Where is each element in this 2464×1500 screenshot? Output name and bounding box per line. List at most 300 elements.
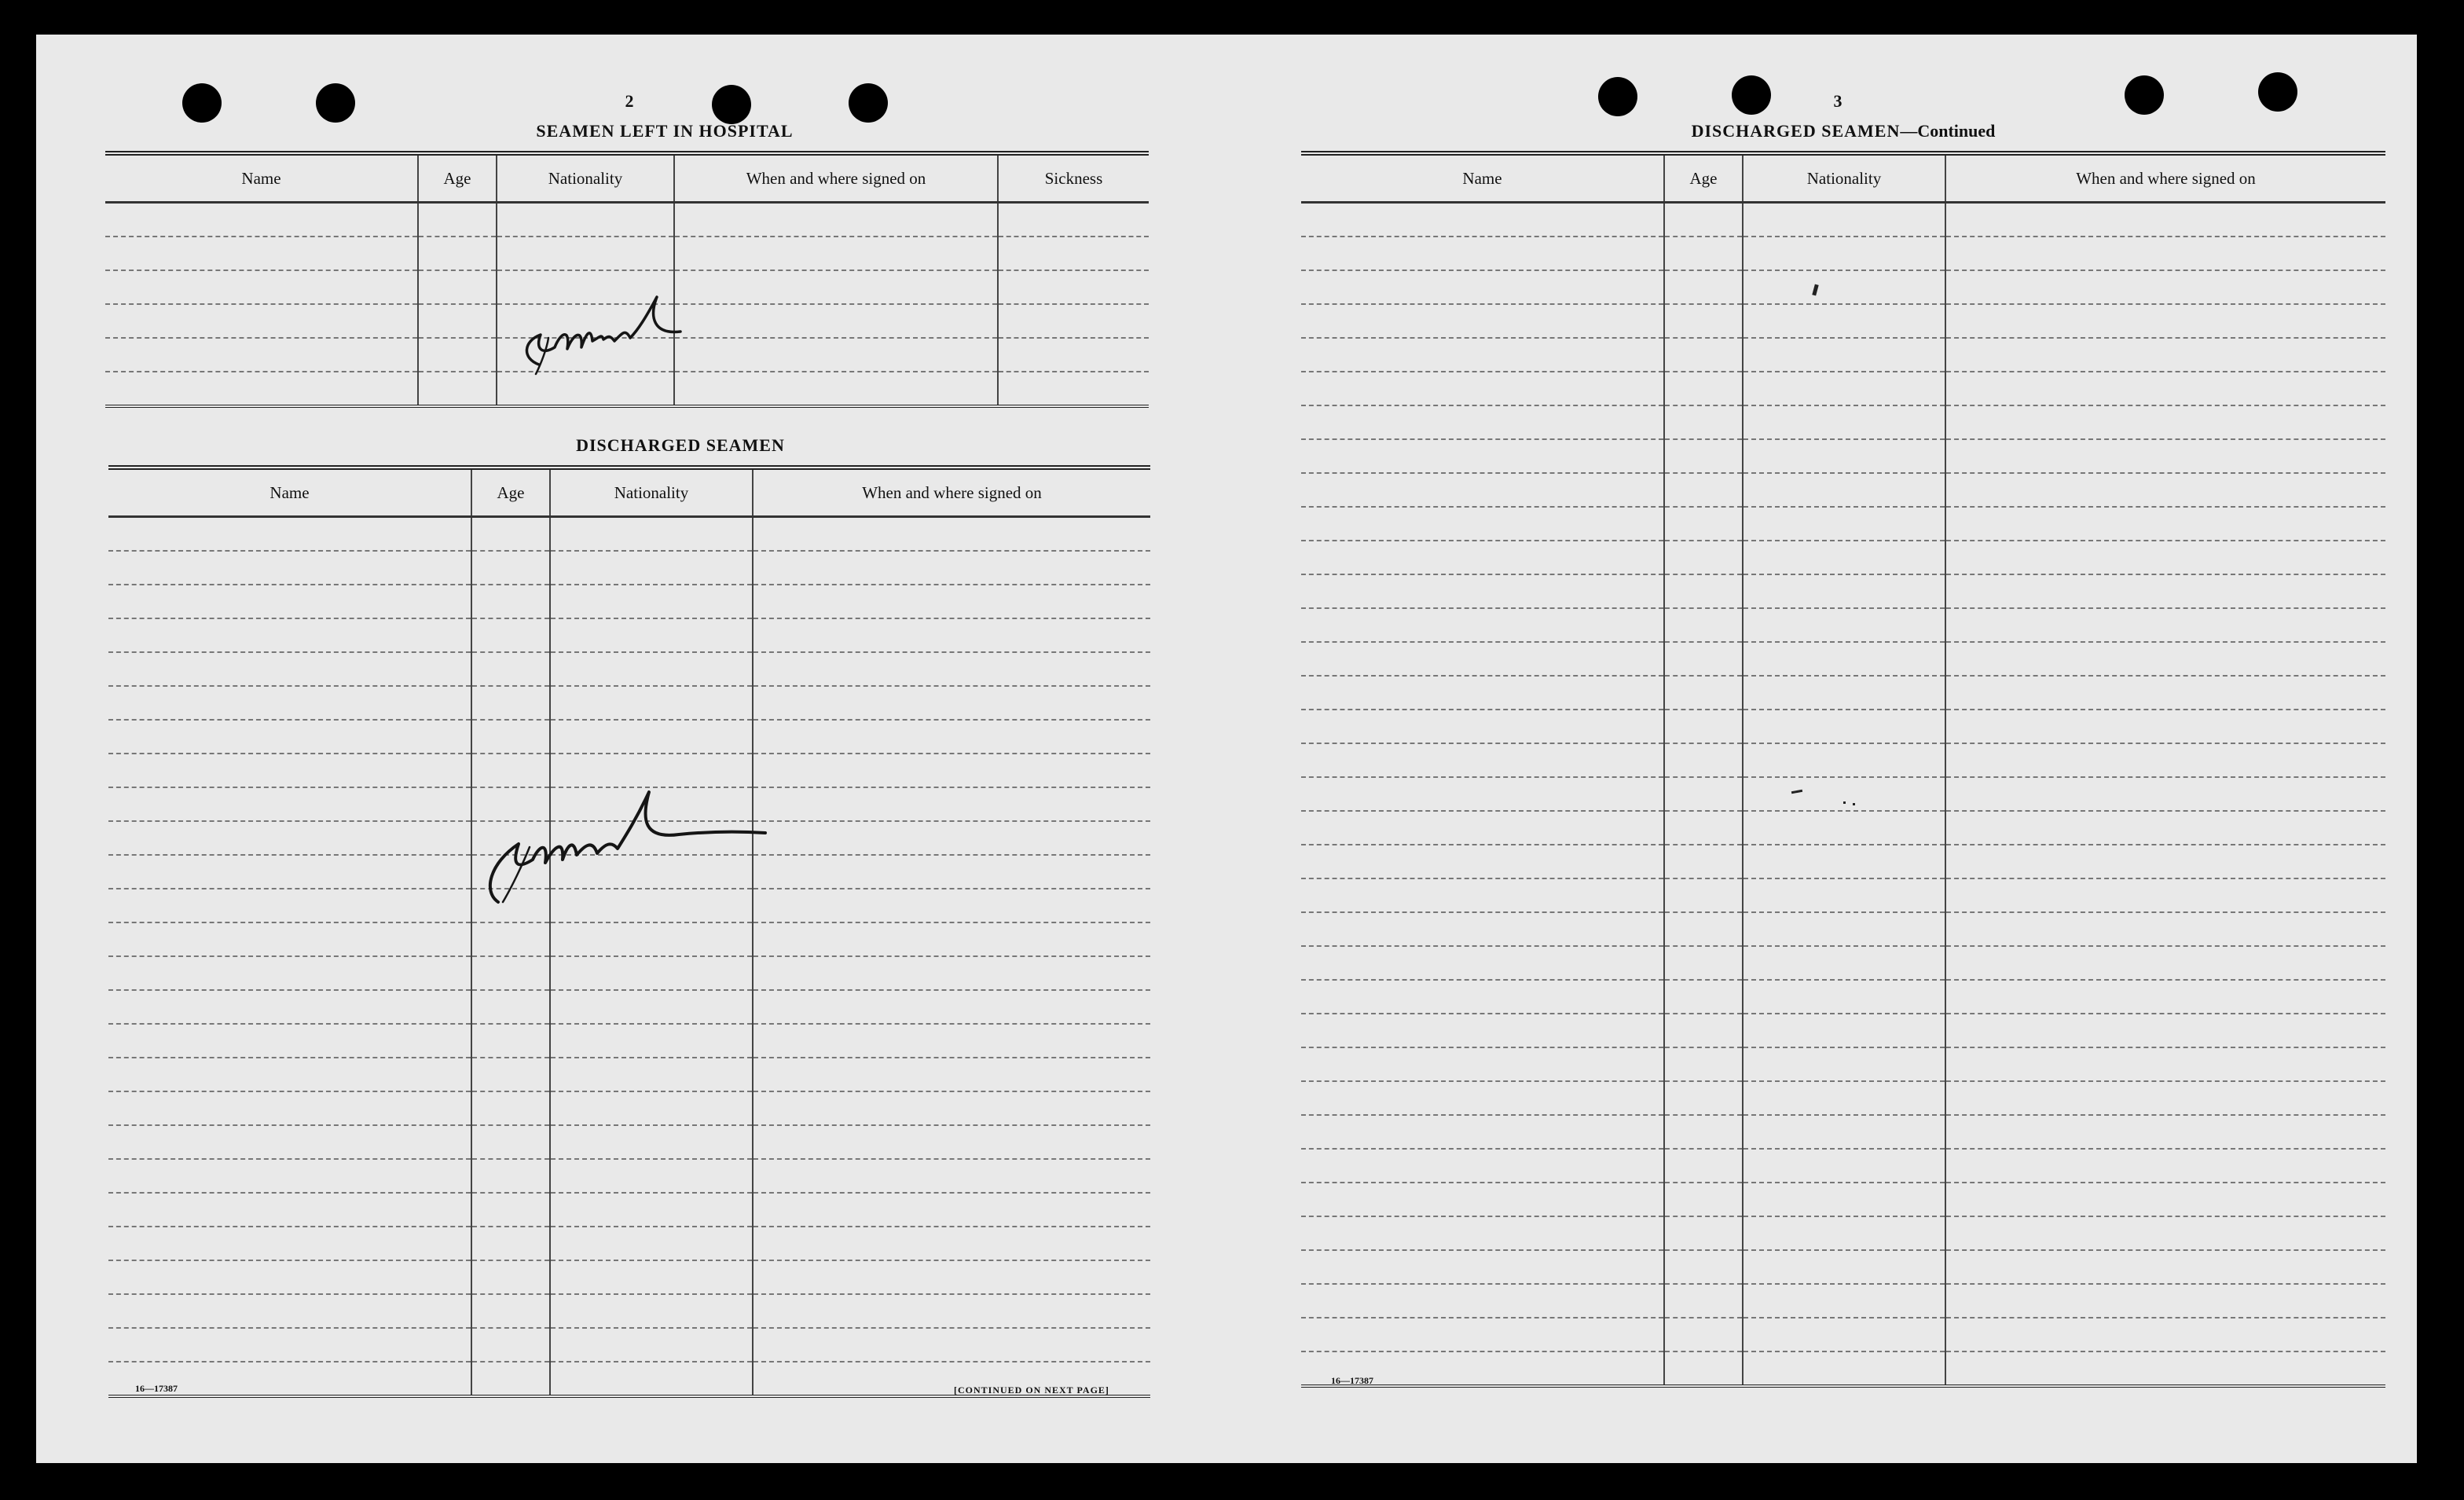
blank-cell bbox=[1945, 980, 2385, 1014]
table-row bbox=[1301, 473, 2385, 507]
table-row bbox=[1301, 710, 2385, 743]
table-row bbox=[1301, 1081, 2385, 1115]
blank-cell bbox=[1301, 270, 1664, 304]
table-row bbox=[1301, 507, 2385, 541]
table-row bbox=[1301, 980, 2385, 1014]
blank-cell bbox=[1945, 878, 2385, 912]
blank-cell bbox=[108, 922, 471, 956]
blank-cell bbox=[1945, 710, 2385, 743]
blank-cell bbox=[1743, 405, 1945, 439]
blank-cell bbox=[418, 372, 497, 406]
blank-cell bbox=[1301, 1081, 1664, 1115]
blank-cell bbox=[1664, 811, 1743, 845]
blank-cell bbox=[471, 618, 550, 652]
blank-cell bbox=[1301, 304, 1664, 338]
blank-cell bbox=[998, 270, 1149, 304]
blank-cell bbox=[1743, 743, 1945, 777]
blank-cell bbox=[1301, 710, 1664, 743]
blank-cell bbox=[550, 652, 753, 686]
blank-cell bbox=[753, 1159, 1150, 1193]
blank-cell bbox=[753, 551, 1150, 585]
blank-cell bbox=[1743, 1014, 1945, 1047]
table-row bbox=[108, 1058, 1150, 1091]
column-header-age: Age bbox=[1664, 153, 1743, 203]
blank-cell bbox=[1301, 473, 1664, 507]
blank-cell bbox=[674, 237, 998, 270]
blank-cell bbox=[418, 338, 497, 372]
blank-cell bbox=[108, 821, 471, 855]
blank-cell bbox=[1743, 608, 1945, 642]
table-row bbox=[108, 618, 1150, 652]
blank-cell bbox=[753, 1328, 1150, 1362]
blank-cell bbox=[1945, 1115, 2385, 1149]
table-row bbox=[1301, 811, 2385, 845]
blank-cell bbox=[753, 922, 1150, 956]
blank-cell bbox=[1664, 237, 1743, 270]
table-row bbox=[1301, 1284, 2385, 1318]
blank-cell bbox=[1945, 912, 2385, 946]
table-row bbox=[1301, 1351, 2385, 1386]
handwritten-nil-mark bbox=[467, 745, 812, 926]
punch-hole bbox=[1732, 75, 1771, 115]
blank-cell bbox=[550, 1294, 753, 1328]
blank-cell bbox=[1945, 1216, 2385, 1250]
blank-cell bbox=[1664, 1047, 1743, 1081]
table-row bbox=[1301, 1318, 2385, 1351]
blank-cell bbox=[753, 990, 1150, 1024]
blank-cell bbox=[1301, 777, 1664, 811]
blank-cell bbox=[108, 551, 471, 585]
blank-cell bbox=[1664, 1014, 1743, 1047]
table-row bbox=[108, 1328, 1150, 1362]
blank-cell bbox=[1301, 1284, 1664, 1318]
blank-cell bbox=[753, 1193, 1150, 1227]
table-row bbox=[1301, 338, 2385, 372]
blank-cell bbox=[1743, 912, 1945, 946]
blank-cell bbox=[1664, 372, 1743, 405]
blank-cell bbox=[1301, 372, 1664, 405]
table-row bbox=[108, 551, 1150, 585]
blank-cell bbox=[550, 1362, 753, 1396]
punch-hole bbox=[2125, 75, 2164, 115]
blank-cell bbox=[418, 237, 497, 270]
blank-cell bbox=[674, 338, 998, 372]
form-number-left: 16—17387 bbox=[135, 1383, 178, 1394]
blank-cell bbox=[471, 956, 550, 990]
blank-cell bbox=[1664, 1081, 1743, 1115]
column-header-signed-on: When and where signed on bbox=[753, 468, 1150, 517]
blank-cell bbox=[550, 1024, 753, 1058]
table-row bbox=[1301, 845, 2385, 878]
blank-cell bbox=[550, 585, 753, 618]
blank-cell bbox=[108, 956, 471, 990]
blank-cell bbox=[108, 754, 471, 787]
blank-cell bbox=[1664, 878, 1743, 912]
blank-cell bbox=[1664, 912, 1743, 946]
table-row bbox=[1301, 1183, 2385, 1216]
table-row bbox=[108, 686, 1150, 720]
blank-cell bbox=[1743, 338, 1945, 372]
blank-cell bbox=[1945, 237, 2385, 270]
column-header-signed-on: When and where signed on bbox=[674, 153, 998, 203]
blank-cell bbox=[1301, 743, 1664, 777]
blank-cell bbox=[674, 203, 998, 237]
discharged-section-title: DISCHARGED SEAMEN bbox=[576, 435, 785, 455]
blank-cell bbox=[1664, 1250, 1743, 1284]
blank-cell bbox=[998, 237, 1149, 270]
blank-cell bbox=[1301, 507, 1664, 541]
blank-cell bbox=[1945, 845, 2385, 878]
blank-cell bbox=[998, 338, 1149, 372]
ink-speck bbox=[1843, 801, 1846, 804]
column-header-nationality: Nationality bbox=[550, 468, 753, 517]
blank-cell bbox=[550, 956, 753, 990]
blank-cell bbox=[1945, 946, 2385, 980]
blank-cell bbox=[1945, 1351, 2385, 1386]
blank-cell bbox=[998, 372, 1149, 406]
blank-cell bbox=[1945, 608, 2385, 642]
document-sheet bbox=[36, 35, 2417, 1463]
blank-cell bbox=[418, 270, 497, 304]
blank-cell bbox=[1945, 270, 2385, 304]
blank-cell bbox=[108, 1125, 471, 1159]
blank-cell bbox=[1664, 676, 1743, 710]
table-row bbox=[1301, 743, 2385, 777]
blank-cell bbox=[471, 990, 550, 1024]
blank-cell bbox=[108, 990, 471, 1024]
blank-cell bbox=[471, 686, 550, 720]
blank-cell bbox=[1743, 1351, 1945, 1386]
blank-cell bbox=[108, 1260, 471, 1294]
blank-cell bbox=[471, 1193, 550, 1227]
blank-cell bbox=[1743, 878, 1945, 912]
blank-cell bbox=[108, 1193, 471, 1227]
table-row bbox=[108, 585, 1150, 618]
blank-cell bbox=[1945, 642, 2385, 676]
blank-cell bbox=[1664, 507, 1743, 541]
punch-hole bbox=[316, 83, 355, 123]
blank-cell bbox=[1945, 676, 2385, 710]
table-row bbox=[1301, 676, 2385, 710]
blank-cell bbox=[1743, 676, 1945, 710]
blank-cell bbox=[1301, 405, 1664, 439]
blank-cell bbox=[1301, 845, 1664, 878]
blank-cell bbox=[471, 551, 550, 585]
blank-cell bbox=[1301, 1014, 1664, 1047]
blank-cell bbox=[753, 1024, 1150, 1058]
discharged-continued-title bbox=[1576, 121, 2110, 141]
blank-cell bbox=[108, 517, 471, 552]
blank-cell bbox=[674, 372, 998, 406]
blank-cell bbox=[1664, 1284, 1743, 1318]
blank-cell bbox=[471, 652, 550, 686]
blank-cell bbox=[1743, 1216, 1945, 1250]
table-row bbox=[1301, 1115, 2385, 1149]
table-row bbox=[108, 1294, 1150, 1328]
form-number-right: 16—17387 bbox=[1331, 1375, 1373, 1386]
punch-hole bbox=[849, 83, 888, 123]
punch-hole bbox=[1598, 77, 1637, 116]
table-row bbox=[1301, 541, 2385, 574]
table-row bbox=[1301, 203, 2385, 237]
blank-cell bbox=[1743, 1183, 1945, 1216]
blank-cell bbox=[1743, 1284, 1945, 1318]
blank-cell bbox=[550, 922, 753, 956]
blank-cell bbox=[1301, 676, 1664, 710]
table-row bbox=[1301, 642, 2385, 676]
table-row bbox=[108, 1260, 1150, 1294]
blank-cell bbox=[1945, 1014, 2385, 1047]
blank-cell bbox=[1301, 1149, 1664, 1183]
blank-cell bbox=[108, 1058, 471, 1091]
blank-cell bbox=[471, 1227, 550, 1260]
blank-cell bbox=[1664, 845, 1743, 878]
blank-cell bbox=[1664, 710, 1743, 743]
blank-cell bbox=[105, 237, 418, 270]
discharged-continued-table bbox=[1301, 151, 2385, 1388]
blank-cell bbox=[753, 618, 1150, 652]
blank-cell bbox=[108, 652, 471, 686]
blank-cell bbox=[1664, 405, 1743, 439]
blank-cell bbox=[1301, 574, 1664, 608]
page-number-right: 3 bbox=[1833, 91, 1842, 111]
section-title-suffix: —Continued bbox=[1900, 121, 1996, 141]
blank-cell bbox=[471, 1328, 550, 1362]
column-header-signed-on: When and where signed on bbox=[1945, 153, 2385, 203]
blank-cell bbox=[1664, 203, 1743, 237]
blank-cell bbox=[1945, 574, 2385, 608]
table-row bbox=[1301, 372, 2385, 405]
blank-cell bbox=[753, 1294, 1150, 1328]
blank-cell bbox=[1664, 608, 1743, 642]
blank-cell bbox=[1743, 980, 1945, 1014]
blank-cell bbox=[108, 1024, 471, 1058]
blank-cell bbox=[1743, 1115, 1945, 1149]
blank-cell bbox=[1945, 372, 2385, 405]
blank-cell bbox=[1945, 1047, 2385, 1081]
blank-cell bbox=[550, 551, 753, 585]
blank-cell bbox=[1945, 304, 2385, 338]
blank-cell bbox=[674, 304, 998, 338]
table-row bbox=[108, 1227, 1150, 1260]
table-row bbox=[108, 990, 1150, 1024]
table-row bbox=[108, 1091, 1150, 1125]
blank-cell bbox=[471, 1091, 550, 1125]
blank-cell bbox=[108, 855, 471, 889]
blank-cell bbox=[1743, 946, 1945, 980]
blank-cell bbox=[753, 1058, 1150, 1091]
blank-cell bbox=[753, 652, 1150, 686]
blank-cell bbox=[1945, 1250, 2385, 1284]
blank-cell bbox=[1301, 1115, 1664, 1149]
blank-cell bbox=[550, 1159, 753, 1193]
blank-cell bbox=[1301, 1318, 1664, 1351]
blank-cell bbox=[471, 517, 550, 552]
table-row bbox=[1301, 1216, 2385, 1250]
blank-cell bbox=[674, 270, 998, 304]
hospital-section-title: SEAMEN LEFT IN HOSPITAL bbox=[536, 121, 794, 141]
table-row bbox=[1301, 878, 2385, 912]
blank-cell bbox=[1664, 1183, 1743, 1216]
blank-cell bbox=[1301, 912, 1664, 946]
blank-cell bbox=[1945, 507, 2385, 541]
blank-cell bbox=[1743, 1250, 1945, 1284]
blank-cell bbox=[108, 1159, 471, 1193]
table-row bbox=[1301, 777, 2385, 811]
blank-cell bbox=[418, 203, 497, 237]
blank-cell bbox=[1301, 338, 1664, 372]
table-row bbox=[1301, 1149, 2385, 1183]
blank-cell bbox=[1743, 507, 1945, 541]
blank-cell bbox=[108, 686, 471, 720]
blank-cell bbox=[1743, 845, 1945, 878]
blank-cell bbox=[1301, 980, 1664, 1014]
ink-speck bbox=[1853, 803, 1855, 805]
blank-cell bbox=[471, 922, 550, 956]
blank-cell bbox=[550, 517, 753, 552]
table-row bbox=[105, 203, 1149, 237]
blank-cell bbox=[550, 686, 753, 720]
blank-cell bbox=[108, 1091, 471, 1125]
blank-cell bbox=[998, 203, 1149, 237]
table-row bbox=[1301, 439, 2385, 473]
blank-cell bbox=[550, 1193, 753, 1227]
blank-cell bbox=[1743, 203, 1945, 237]
blank-cell bbox=[550, 1091, 753, 1125]
blank-cell bbox=[1301, 878, 1664, 912]
blank-cell bbox=[471, 1362, 550, 1396]
blank-cell bbox=[1743, 270, 1945, 304]
blank-cell bbox=[1945, 811, 2385, 845]
table-row bbox=[1301, 574, 2385, 608]
table-row bbox=[108, 922, 1150, 956]
section-title-main: DISCHARGED SEAMEN bbox=[1691, 121, 1901, 141]
blank-cell bbox=[1301, 203, 1664, 237]
table-row bbox=[108, 1159, 1150, 1193]
blank-cell bbox=[1664, 338, 1743, 372]
blank-cell bbox=[418, 304, 497, 338]
blank-cell bbox=[1743, 237, 1945, 270]
table-row bbox=[1301, 270, 2385, 304]
blank-cell bbox=[1664, 1149, 1743, 1183]
table-row bbox=[1301, 1014, 2385, 1047]
table-row bbox=[108, 652, 1150, 686]
table-row bbox=[1301, 1047, 2385, 1081]
column-header-name: Name bbox=[108, 468, 471, 517]
blank-cell bbox=[1945, 405, 2385, 439]
blank-cell bbox=[1743, 1081, 1945, 1115]
blank-cell bbox=[471, 1159, 550, 1193]
blank-cell bbox=[108, 1328, 471, 1362]
blank-cell bbox=[108, 1227, 471, 1260]
column-header-nationality: Nationality bbox=[497, 153, 674, 203]
blank-cell bbox=[108, 720, 471, 754]
column-header-age: Age bbox=[471, 468, 550, 517]
blank-cell bbox=[108, 1294, 471, 1328]
table-row bbox=[1301, 912, 2385, 946]
blank-cell bbox=[105, 270, 418, 304]
table-row bbox=[1301, 946, 2385, 980]
table-row bbox=[1301, 237, 2385, 270]
blank-cell bbox=[1743, 777, 1945, 811]
blank-cell bbox=[1301, 1250, 1664, 1284]
blank-cell bbox=[108, 889, 471, 922]
blank-cell bbox=[105, 203, 418, 237]
table-row bbox=[108, 1024, 1150, 1058]
blank-cell bbox=[1664, 574, 1743, 608]
blank-cell bbox=[550, 1328, 753, 1362]
handwritten-nil-mark bbox=[492, 262, 704, 396]
blank-cell bbox=[1301, 1216, 1664, 1250]
table-row bbox=[108, 517, 1150, 552]
blank-cell bbox=[1301, 608, 1664, 642]
blank-cell bbox=[1945, 1318, 2385, 1351]
blank-cell bbox=[1301, 237, 1664, 270]
discharged-table bbox=[108, 465, 1150, 1398]
blank-cell bbox=[1945, 338, 2385, 372]
blank-cell bbox=[471, 1260, 550, 1294]
blank-cell bbox=[1664, 1351, 1743, 1386]
blank-cell bbox=[471, 1058, 550, 1091]
blank-cell bbox=[1301, 811, 1664, 845]
blank-cell bbox=[1743, 1149, 1945, 1183]
table-row bbox=[1301, 1250, 2385, 1284]
blank-cell bbox=[1664, 980, 1743, 1014]
blank-cell bbox=[550, 618, 753, 652]
blank-cell bbox=[550, 1227, 753, 1260]
punch-hole bbox=[712, 85, 751, 124]
blank-cell bbox=[1743, 1318, 1945, 1351]
blank-cell bbox=[1301, 642, 1664, 676]
blank-cell bbox=[1743, 574, 1945, 608]
blank-cell bbox=[1743, 811, 1945, 845]
blank-cell bbox=[108, 787, 471, 821]
blank-cell bbox=[1945, 1149, 2385, 1183]
blank-cell bbox=[753, 1260, 1150, 1294]
blank-cell bbox=[1664, 270, 1743, 304]
blank-cell bbox=[497, 203, 674, 237]
table-row bbox=[108, 1125, 1150, 1159]
blank-cell bbox=[1664, 473, 1743, 507]
blank-cell bbox=[1301, 439, 1664, 473]
blank-cell bbox=[105, 338, 418, 372]
blank-cell bbox=[471, 1125, 550, 1159]
blank-cell bbox=[1743, 710, 1945, 743]
continued-note: [CONTINUED ON NEXT PAGE] bbox=[954, 1384, 1109, 1395]
blank-cell bbox=[1664, 946, 1743, 980]
table-row bbox=[1301, 608, 2385, 642]
blank-cell bbox=[1945, 203, 2385, 237]
blank-cell bbox=[1945, 743, 2385, 777]
blank-cell bbox=[1664, 777, 1743, 811]
blank-cell bbox=[1743, 304, 1945, 338]
blank-cell bbox=[1743, 439, 1945, 473]
blank-cell bbox=[753, 517, 1150, 552]
blank-cell bbox=[1664, 1318, 1743, 1351]
blank-cell bbox=[1664, 1115, 1743, 1149]
blank-cell bbox=[1301, 1183, 1664, 1216]
table-row bbox=[1301, 304, 2385, 338]
blank-cell bbox=[753, 686, 1150, 720]
blank-cell bbox=[1945, 777, 2385, 811]
column-header-name: Name bbox=[105, 153, 418, 203]
blank-cell bbox=[1664, 439, 1743, 473]
column-header-age: Age bbox=[418, 153, 497, 203]
table-row bbox=[1301, 405, 2385, 439]
blank-cell bbox=[753, 1227, 1150, 1260]
blank-cell bbox=[1945, 1284, 2385, 1318]
table-row bbox=[108, 1193, 1150, 1227]
